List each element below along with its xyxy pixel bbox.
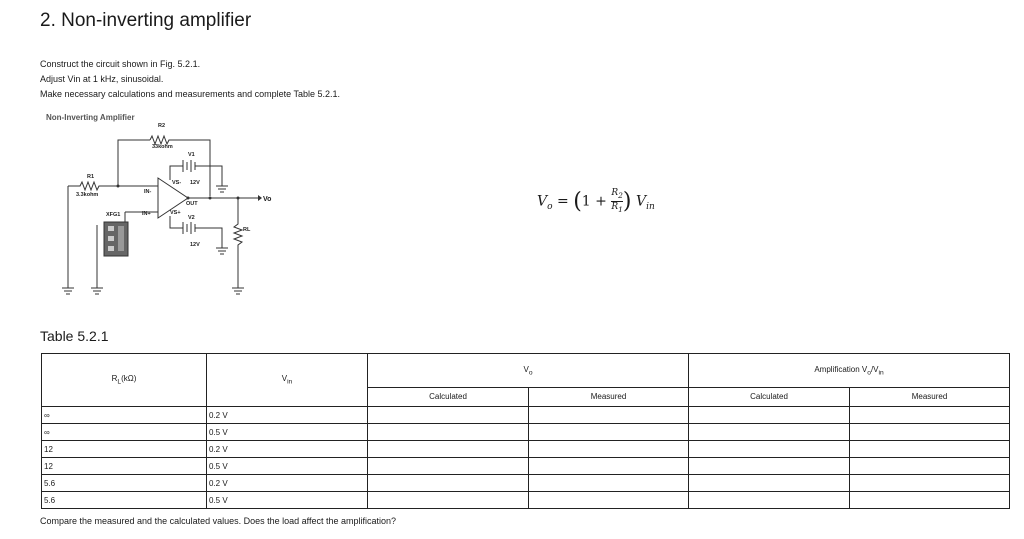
header-vo: $V_o$: [368, 354, 689, 388]
cell-amp-measured[interactable]: [850, 424, 1010, 441]
instruction-line: Adjust Vin at 1 kHz, sinusoidal.: [40, 74, 164, 84]
footer-question: Compare the measured and the calculated values. Does the load affect the amplification?: [40, 516, 397, 526]
cell-vin: 0.5 V: [207, 458, 368, 475]
table-row: [42, 407, 1010, 424]
table-row: [42, 492, 1010, 509]
cell-rl: 5.6: [42, 475, 207, 492]
table-caption: Table 5.2.1: [40, 328, 109, 344]
cell-vo-calculated[interactable]: [368, 458, 529, 475]
pin-in-minus: IN-: [144, 189, 152, 195]
cell-amp-calculated[interactable]: [689, 441, 850, 458]
table-row: [42, 475, 1010, 492]
cell-vin: 0.2 V: [207, 441, 368, 458]
cell-amp-measured[interactable]: [850, 441, 1010, 458]
cell-rl: 5.6: [42, 492, 207, 509]
table-row: [42, 458, 1010, 475]
cell-rl: ∞: [42, 424, 207, 441]
fgen-name: XFG1: [106, 212, 121, 218]
header-rl: $R_L(k\Omega)$: [42, 354, 207, 407]
r2-name: R2: [158, 123, 166, 129]
header-amplification: Amplification $V_o/V_{in}$: [689, 354, 1010, 388]
cell-vo-measured[interactable]: [529, 475, 689, 492]
function-generator-icon: [104, 222, 128, 256]
header-vin: $V_{in}$: [207, 354, 368, 407]
cell-vo-measured[interactable]: [529, 424, 689, 441]
cell-amp-measured[interactable]: [850, 475, 1010, 492]
cell-vin: 0.5 V: [207, 424, 368, 441]
cell-amp-calculated[interactable]: [689, 407, 850, 424]
v2-name: V2: [188, 215, 195, 221]
cell-amp-calculated[interactable]: [689, 424, 850, 441]
cell-amp-measured[interactable]: [850, 492, 1010, 509]
header-amp-calculated: Calculated: [689, 387, 850, 406]
page-title: 2. Non-inverting amplifier: [40, 10, 252, 31]
pin-in-plus: IN+: [142, 211, 151, 217]
table-row: [42, 424, 1010, 441]
r1-name: R1: [87, 174, 95, 180]
circuit-diagram: [0, 0, 300, 300]
cell-vo-calculated[interactable]: [368, 475, 529, 492]
header-amp-measured: Measured: [850, 387, 1010, 406]
cell-rl: ∞: [42, 407, 207, 424]
cell-amp-calculated[interactable]: [689, 492, 850, 509]
results-table: [41, 353, 1010, 509]
cell-amp-calculated[interactable]: [689, 475, 850, 492]
cell-vin: 0.2 V: [207, 407, 368, 424]
cell-vo-measured[interactable]: [529, 492, 689, 509]
cell-vo-measured[interactable]: [529, 441, 689, 458]
pin-out: OUT: [186, 201, 198, 207]
cell-rl: 12: [42, 441, 207, 458]
r2-value: 33kohm: [152, 144, 173, 150]
v1-name: V1: [188, 152, 195, 158]
v2-value: 12V: [190, 242, 200, 248]
cell-vo-measured[interactable]: [529, 407, 689, 424]
header-vo-measured: Measured: [529, 387, 689, 406]
cell-vo-calculated[interactable]: [368, 424, 529, 441]
r1-value: 3.3kohm: [76, 192, 99, 198]
cell-vin: 0.2 V: [207, 475, 368, 492]
rl-name: RL: [243, 227, 251, 233]
header-vo-calculated: Calculated: [368, 387, 529, 406]
pin-vs-plus: VS+: [170, 210, 181, 216]
table-row: [42, 441, 1010, 458]
instruction-line: Make necessary calculations and measurements and complete Table 5.2.1.: [40, 89, 341, 99]
circuit-title: Non-Inverting Amplifier: [46, 113, 135, 122]
instruction-line: Construct the circuit shown in Fig. 5.2.1.: [40, 59, 201, 69]
cell-amp-calculated[interactable]: [689, 458, 850, 475]
cell-amp-measured[interactable]: [850, 407, 1010, 424]
output-label: Vo: [263, 196, 272, 203]
cell-vin: 0.5 V: [207, 492, 368, 509]
cell-rl: 12: [42, 458, 207, 475]
cell-vo-measured[interactable]: [529, 458, 689, 475]
gain-formula: $V_o = (1$ + $\frac{R_2}{R_1}$ ) $V_{in}$: [537, 188, 655, 214]
cell-vo-calculated[interactable]: [368, 492, 529, 509]
cell-amp-measured[interactable]: [850, 458, 1010, 475]
cell-vo-calculated[interactable]: [368, 407, 529, 424]
v1-value: 12V: [190, 180, 200, 186]
cell-vo-calculated[interactable]: [368, 441, 529, 458]
pin-vs-minus: VS-: [172, 180, 182, 186]
